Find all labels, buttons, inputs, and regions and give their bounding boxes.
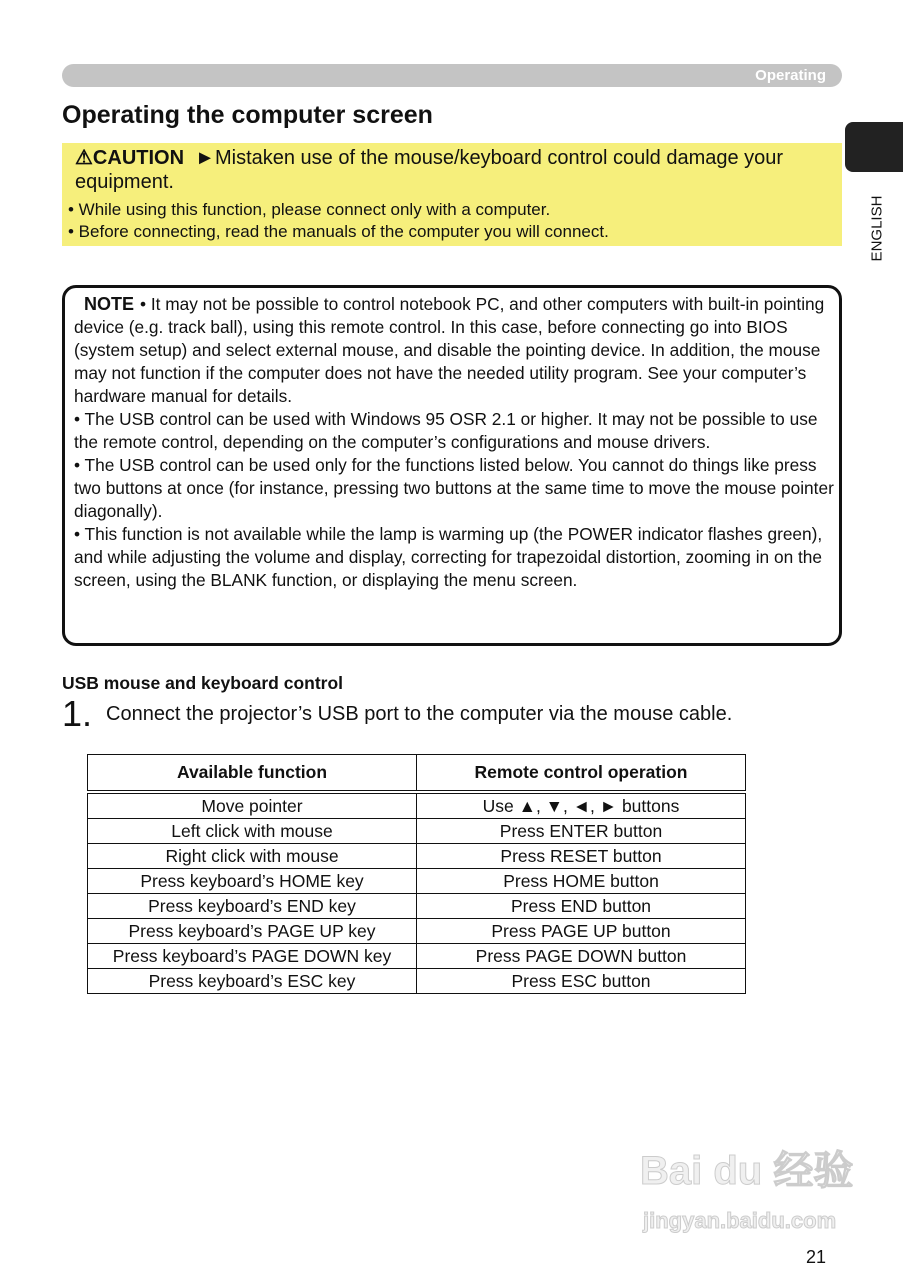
note-box [62,285,842,646]
function-table [87,754,746,994]
table-cell: Press END button [417,894,746,919]
table-cell: Press ESC button [417,969,746,994]
watermark-url: jingyan.baidu.com [643,1208,837,1233]
column-header: Remote control operation [417,755,746,793]
step-1 [62,693,842,746]
table-row [88,844,746,869]
table-cell: Press PAGE DOWN button [417,944,746,969]
page-title: Operating the computer screen [62,101,433,129]
note-paragraph: • It may not be possible to control notebook PC, and other computers with built-in pointing device (e.g. track ball), using this remote control. In this case, before connecting go into BIOS (system setup) and select external mouse, and disable the pointing device. In addition, the mouse may not function if the computer does not have the needed utility program. See your computer’s hardware manual for details. [74,294,825,406]
table-cell: Press ENTER button [417,819,746,844]
language-label: ENGLISH [868,195,886,262]
caution-box [62,143,842,246]
table-cell: Press RESET button [417,844,746,869]
table-row [88,894,746,919]
caution-text: ►Mistaken use of the mouse/keyboard control could damage your equipment. [75,147,784,193]
table-row [88,919,746,944]
caution-bullet: • Before connecting, read the manuals of the computer you will connect. [68,222,609,241]
baidu-watermark-logo: Bai du 经验 [640,1149,854,1193]
table-row [88,819,746,844]
table-cell: Right click with mouse [88,844,417,869]
table-cell: Press keyboard’s END key [88,894,417,919]
caution-label: ⚠CAUTION [75,147,185,169]
table-cell: Move pointer [88,792,417,819]
table-row [88,869,746,894]
table-cell: Use ▲, ▼, ◄, ► buttons [417,792,746,819]
table-cell: Left click with mouse [88,819,417,844]
note-paragraph: • The USB control can be used only for the functions listed below. You cannot do things like press two buttons at once (for instance, pressing two buttons at the same time to move the mouse pointer diagonally). [74,455,834,521]
table-cell: Press keyboard’s HOME key [88,869,417,894]
main-content [62,285,842,994]
section-header-bar [62,64,842,87]
table-cell: Press PAGE UP button [417,919,746,944]
step-text: Connect the projector’s USB port to the computer via the mouse cable. [106,703,733,725]
table-cell: Press keyboard’s PAGE DOWN key [88,944,417,969]
section-label: Operating [755,67,826,84]
table-row [88,944,746,969]
note-paragraph: • This function is not available while the lamp is warming up (the POWER indicator flashes green), and while adjusting the volume and display, correcting for trapezoidal distortion, zooming in on the screen, using the BLANK function, or displaying the menu screen. [74,524,823,590]
page-number: 21 [806,1247,827,1267]
table-row [88,969,746,994]
column-header: Available function [88,755,417,793]
note-label: NOTE [84,294,135,314]
section-heading: USB mouse and keyboard control [62,673,344,693]
table-cell: Press keyboard’s ESC key [88,969,417,994]
table-cell: Press keyboard’s PAGE UP key [88,919,417,944]
note-paragraph: • The USB control can be used with Windows 95 OSR 2.1 or higher. It may not be possible to use the remote control, depending on the computer’s configurations and mouse drivers. [74,409,818,452]
language-tab [845,122,903,172]
step-number: 1. [62,693,93,734]
caution-bullet: • While using this function, please connect only with a computer. [68,200,551,219]
table-row [88,792,746,819]
table-cell: Press HOME button [417,869,746,894]
